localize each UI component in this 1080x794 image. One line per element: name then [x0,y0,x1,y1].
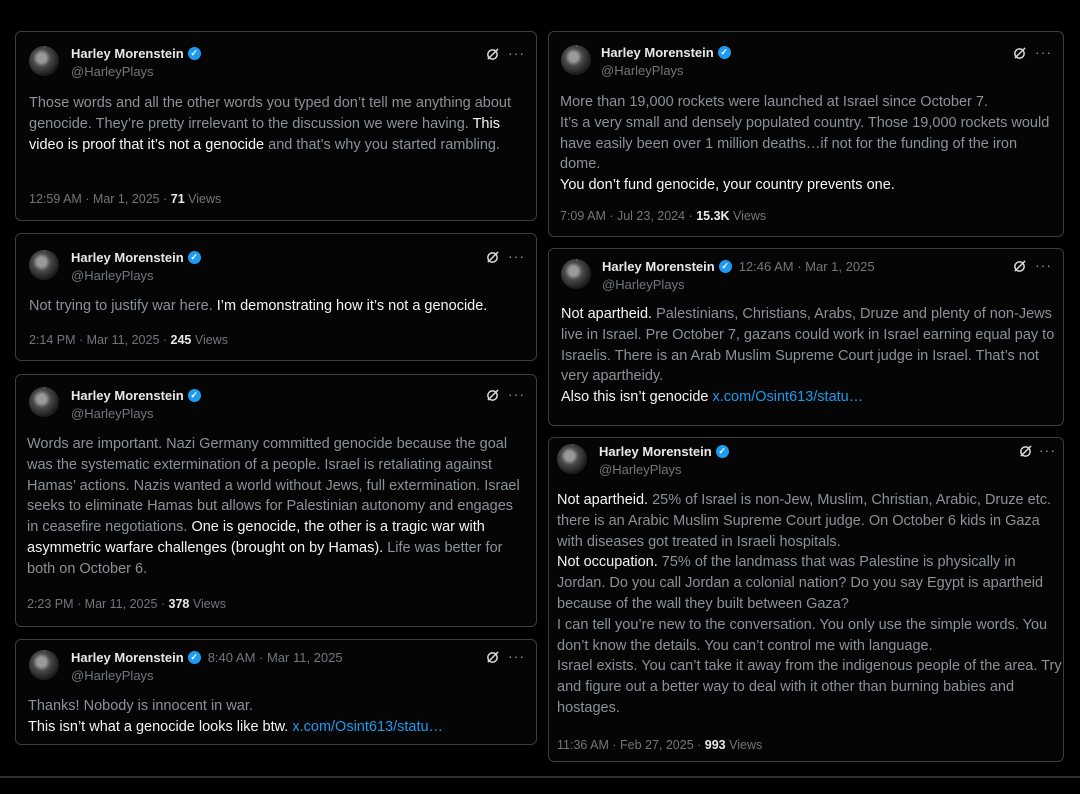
tweet-footer [560,209,766,223]
tweet-footer [29,333,228,347]
tweet-text [29,296,529,317]
tweet-text-segment: Those words and all the other words you typed don’t tell me anything about genocide. They’re pretty irrelevant to the discussion we were having. [29,95,512,132]
tweet-timestamp[interactable]: 7:09 AM · Jul 23, 2024 · [560,209,697,223]
header-timestamp[interactable]: 8:40 AM · Mar 11, 2025 [207,650,343,665]
tweet-text-segment: and that’s why you started rambling. [264,136,500,153]
author-handle[interactable]: @HarleyPlays [71,406,154,421]
tweet-text [29,93,519,155]
author-name[interactable]: Harley Morenstein [599,444,712,459]
avatar[interactable] [29,46,59,76]
grok-icon[interactable] [486,251,499,264]
more-options-icon[interactable]: ··· [508,45,525,61]
grok-icon[interactable] [486,651,499,664]
tweet-link[interactable]: x.com/Osint613/statu… [712,389,864,406]
tweet-card[interactable] [15,374,537,627]
views-label: Views [729,209,767,223]
tweet-text [560,92,1056,196]
header-timestamp[interactable]: 12:46 AM · Mar 1, 2025 [738,259,875,274]
tweet-text-segment: 75% of the landmass that was Palestine is physically in Jordan. Do you call Jordan a colonial nation? Do you say Egypt is apartheid because of the wall they built between Gaza? [557,554,1044,612]
author-handle[interactable]: @HarleyPlays [71,668,154,683]
author-handle[interactable]: @HarleyPlays [599,462,682,477]
tweet-footer [27,597,226,611]
tweet-timestamp[interactable]: 2:14 PM · Mar 11, 2025 · [29,333,171,347]
tweet-card[interactable] [548,437,1064,762]
author-handle[interactable]: @HarleyPlays [71,64,154,79]
author-name[interactable]: Harley Morenstein [71,250,184,265]
tweet-timestamp[interactable]: 12:59 AM · Mar 1, 2025 · [29,192,171,206]
avatar[interactable] [561,259,591,289]
tweet-text-segment: It’s a very small and densely populated country. Those 19,000 rockets would have easily been over 1 million deaths…if not for the funding of the iron dome. [560,114,1050,173]
author-name[interactable]: Harley Morenstein [601,45,714,60]
tweet-text-segment: 25% of Israel is non-Jew, Muslim, Christian, Arabic, Druze etc. there is an Arabic Muslim Supreme Court judge. On October 6 kids in Gaza with diseases got treated in Israeli hospitals. [557,492,1052,550]
view-count: 378 [168,597,190,611]
view-count: 15.3K [696,209,730,223]
tweet-text [28,696,528,738]
grok-icon[interactable] [1013,260,1026,273]
tweet-text-highlight: This video is proof that it’s not a genocide [29,115,500,153]
more-options-icon[interactable]: ··· [1035,44,1052,60]
tweet-text-highlight: One is genocide, the other is a tragic war with asymmetric warfare challenges (brought on by Hamas). [27,519,485,556]
tweet-text-highlight: Not apartheid. [557,492,649,508]
grok-icon[interactable] [1013,47,1026,60]
avatar[interactable] [29,650,59,680]
tweet-timestamp[interactable]: 11:36 AM · Feb 27, 2025 · [557,738,705,752]
tweet-card[interactable] [15,31,537,221]
verified-badge-icon: ✓ [716,445,729,458]
avatar[interactable] [29,250,59,280]
verified-badge-icon: ✓ [188,251,201,264]
author-handle[interactable]: @HarleyPlays [601,63,684,78]
grok-icon[interactable] [486,389,499,402]
tweet-text-highlight: Not occupation. [557,554,658,571]
tweet-card[interactable] [15,233,537,361]
tweet-text-highlight: I’m demonstrating how it’s not a genocide. [216,298,488,314]
view-count: 245 [170,333,192,347]
tweet-text-segment: Words are important. Nazi Germany committed genocide because the goal was the systematic extermination of a people. Israel is retaliating against Hamas’ actions. Nazis wanted a world without Jews, full extermination. Israel seeks to eliminate Hamas but allows for Palestinian autonomy and engages in ceasefire negotiations. [27,436,520,536]
tweet-text-segment: Israel exists. You can’t take it away from the indigenous people of the area. Try and figure out a better way to deal with it other than burning babies and hostages. [557,658,1062,716]
divider [0,776,1080,778]
tweet-text-segment: More than 19,000 rockets were launched at Israel since October 7. [560,94,988,110]
tweet-text-segment: Life was better for both on October 6. [27,539,503,577]
tweet-text [27,434,525,580]
grok-icon[interactable] [486,48,499,61]
tweet-footer [29,192,221,206]
tweet-text [557,490,1062,719]
more-options-icon[interactable]: ··· [508,648,525,664]
view-count: 993 [704,738,726,752]
more-options-icon[interactable]: ··· [508,386,525,402]
tweet-text-segment: I can tell you’re new to the conversation. You only use the simple words. You don’t know the details. You can’t control me with language. [557,616,1048,654]
tweet-text-highlight: This isn’t what a genocide looks like btw. [28,718,293,735]
verified-badge-icon: ✓ [718,46,731,59]
views-label: Views [725,738,763,752]
more-options-icon[interactable]: ··· [508,248,525,264]
author-name[interactable]: Harley Morenstein [71,388,184,403]
tweet-footer [557,738,762,752]
tweet-card[interactable] [15,639,537,745]
tweet-card[interactable] [548,248,1064,426]
tweet-timestamp[interactable]: 2:23 PM · Mar 11, 2025 · [27,597,169,611]
tweet-text [561,304,1057,408]
verified-badge-icon: ✓ [188,651,201,664]
author-handle[interactable]: @HarleyPlays [71,268,154,283]
tweet-card[interactable] [548,31,1064,237]
view-count: 71 [170,192,185,206]
author-name[interactable]: Harley Morenstein [71,650,184,665]
verified-badge-icon: ✓ [188,47,201,60]
author-handle[interactable]: @HarleyPlays [602,277,685,292]
grok-icon[interactable] [1019,445,1032,458]
tweet-text-segment: Palestinians, Christians, Arabs, Druze and plenty of non-Jews live in Israel. Pre October 7, gazans could work in Israel earning equal pay to Israelis. There is an Arab Muslim Supreme Court judge in Israel. That’s not very apartheidy. [561,306,1055,385]
avatar[interactable] [29,387,59,417]
author-name[interactable]: Harley Morenstein [602,259,715,274]
more-options-icon[interactable]: ··· [1035,257,1052,273]
verified-badge-icon: ✓ [719,260,732,273]
tweet-text-highlight: Also this isn’t genocide [561,389,713,406]
views-label: Views [191,333,228,347]
tweet-text-segment: Not trying to justify war here. [29,298,217,314]
views-label: Views [184,192,222,206]
tweet-link[interactable]: x.com/Osint613/statu… [292,718,444,735]
avatar[interactable] [561,45,591,75]
views-label: Views [189,597,226,611]
verified-badge-icon: ✓ [188,389,201,402]
more-options-icon[interactable]: ··· [1039,442,1056,458]
author-name[interactable]: Harley Morenstein [71,46,184,61]
avatar[interactable] [557,444,587,474]
tweet-text-segment: Thanks! Nobody is innocent in war. [28,698,253,714]
tweet-text-highlight: You don’t fund genocide, your country prevents one. [560,177,895,194]
tweet-text-highlight: Not apartheid. [561,306,653,322]
